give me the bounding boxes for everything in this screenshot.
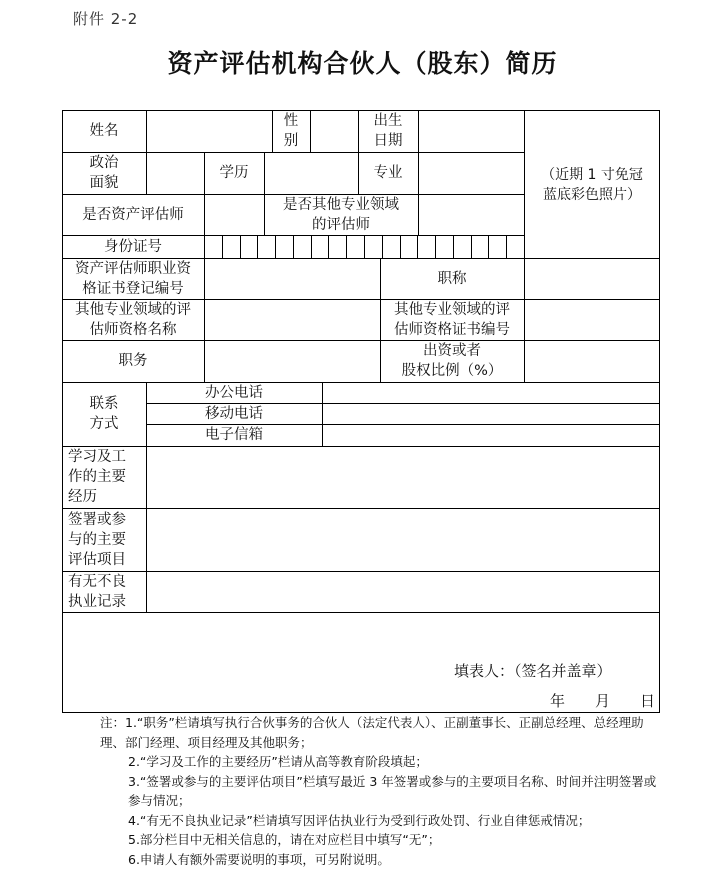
id-digit-divider bbox=[364, 235, 365, 258]
notes-section bbox=[70, 713, 660, 869]
name-label: 姓名 bbox=[62, 110, 146, 152]
id-digit-divider bbox=[400, 235, 401, 258]
other-cert-number-field[interactable] bbox=[525, 300, 659, 340]
experience-field[interactable] bbox=[147, 447, 659, 508]
id-digit-divider bbox=[471, 235, 472, 258]
fill-date-label: 年 月 日 bbox=[550, 690, 655, 711]
id-digit-divider bbox=[417, 235, 418, 258]
id-digit-divider bbox=[488, 235, 489, 258]
table-border-right bbox=[659, 110, 660, 713]
education-label: 学历 bbox=[204, 152, 264, 194]
misconduct-record-label: 有无不良 执业记录 bbox=[62, 571, 146, 612]
projects-field[interactable] bbox=[147, 509, 659, 571]
id-digit-divider bbox=[328, 235, 329, 258]
is-appraiser-label: 是否资产评估师 bbox=[62, 194, 204, 236]
email-label: 电子信箱 bbox=[146, 424, 322, 446]
id-digit-divider bbox=[275, 235, 276, 258]
annex-label: 附件 2-2 bbox=[73, 8, 138, 29]
other-appraiser-field[interactable] bbox=[419, 195, 524, 235]
gender-label: 性 别 bbox=[272, 110, 310, 152]
professional-title-label: 职称 bbox=[380, 258, 524, 299]
experience-label: 学习及工 作的主要 经历 bbox=[62, 446, 146, 508]
id-digit-divider bbox=[240, 235, 241, 258]
id-digit-divider bbox=[222, 235, 223, 258]
gender-field[interactable] bbox=[311, 111, 358, 152]
office-phone-label: 办公电话 bbox=[146, 382, 322, 403]
note-item: 3.“签署或参与的主要评估项目”栏填写最近 3 年签署或参与的主要项目名称、时间并注明签署或参与情况； bbox=[70, 772, 660, 811]
projects-label: 签署或参 与的主要 评估项目 bbox=[62, 508, 146, 571]
birth-date-field[interactable] bbox=[419, 111, 524, 152]
position-label: 职务 bbox=[62, 340, 204, 382]
id-digit-divider bbox=[435, 235, 436, 258]
resume-form-table bbox=[62, 110, 660, 713]
name-field[interactable] bbox=[147, 111, 272, 152]
cert-number-field[interactable] bbox=[205, 259, 380, 299]
is-appraiser-field[interactable] bbox=[205, 195, 264, 235]
political-status-label: 政治 面貌 bbox=[62, 152, 146, 194]
equity-ratio-label: 出资或者 股权比例（%） bbox=[380, 340, 524, 382]
major-label: 专业 bbox=[358, 152, 418, 194]
id-number-boxes[interactable] bbox=[204, 235, 524, 258]
filler-signature-label: 填表人：（签名并盖章） bbox=[454, 660, 612, 681]
id-digit-divider bbox=[311, 235, 312, 258]
cert-number-label: 资产评估师职业资 格证书登记编号 bbox=[62, 258, 204, 299]
equity-ratio-field[interactable] bbox=[525, 341, 659, 382]
id-digit-divider bbox=[293, 235, 294, 258]
mobile-phone-field[interactable] bbox=[323, 404, 659, 424]
other-qualification-label: 其他专业领域的评 估师资格名称 bbox=[62, 299, 204, 340]
id-digit-divider bbox=[204, 235, 205, 258]
note-item: 4.“有无不良执业记录”栏请填写因评估执业行为受到行政处罚、行业自律惩戒情况； bbox=[70, 811, 660, 831]
other-appraiser-label: 是否其他专业领域 的评估师 bbox=[264, 194, 418, 236]
contact-label: 联系 方式 bbox=[62, 382, 146, 446]
other-qualification-field[interactable] bbox=[205, 300, 380, 340]
id-digit-divider bbox=[257, 235, 258, 258]
misconduct-record-field[interactable] bbox=[147, 572, 659, 612]
office-phone-field[interactable] bbox=[323, 383, 659, 403]
professional-title-field[interactable] bbox=[525, 259, 659, 299]
photo-placeholder[interactable]: （近期 1 寸免冠 蓝底彩色照片） bbox=[525, 111, 659, 258]
id-digit-divider bbox=[453, 235, 454, 258]
note-item: 注：1.“职务”栏请填写执行合伙事务的合伙人（法定代表人）、正副董事长、正副总经理、总经理助理、部门经理、项目经理及其他职务； bbox=[70, 713, 660, 752]
note-item: 5.部分栏目中无相关信息的，请在对应栏目中填写“无”； bbox=[70, 830, 660, 850]
birth-date-label: 出生 日期 bbox=[358, 110, 418, 152]
page-title: 资产评估机构合伙人（股东）简历 bbox=[0, 44, 725, 80]
other-cert-number-label: 其他专业领域的评 估师资格证书编号 bbox=[380, 299, 524, 340]
education-field[interactable] bbox=[265, 153, 358, 194]
note-item: 2.“学习及工作的主要经历”栏请从高等教育阶段填起； bbox=[70, 752, 660, 772]
major-field[interactable] bbox=[419, 153, 524, 194]
mobile-phone-label: 移动电话 bbox=[146, 403, 322, 424]
id-digit-divider bbox=[382, 235, 383, 258]
political-status-field[interactable] bbox=[147, 153, 204, 194]
id-digit-divider bbox=[506, 235, 507, 258]
email-field[interactable] bbox=[323, 425, 659, 446]
id-digit-divider bbox=[346, 235, 347, 258]
note-item: 6.申请人有额外需要说明的事项，可另附说明。 bbox=[70, 850, 660, 869]
id-number-label: 身份证号 bbox=[62, 235, 204, 258]
position-field[interactable] bbox=[205, 341, 380, 382]
